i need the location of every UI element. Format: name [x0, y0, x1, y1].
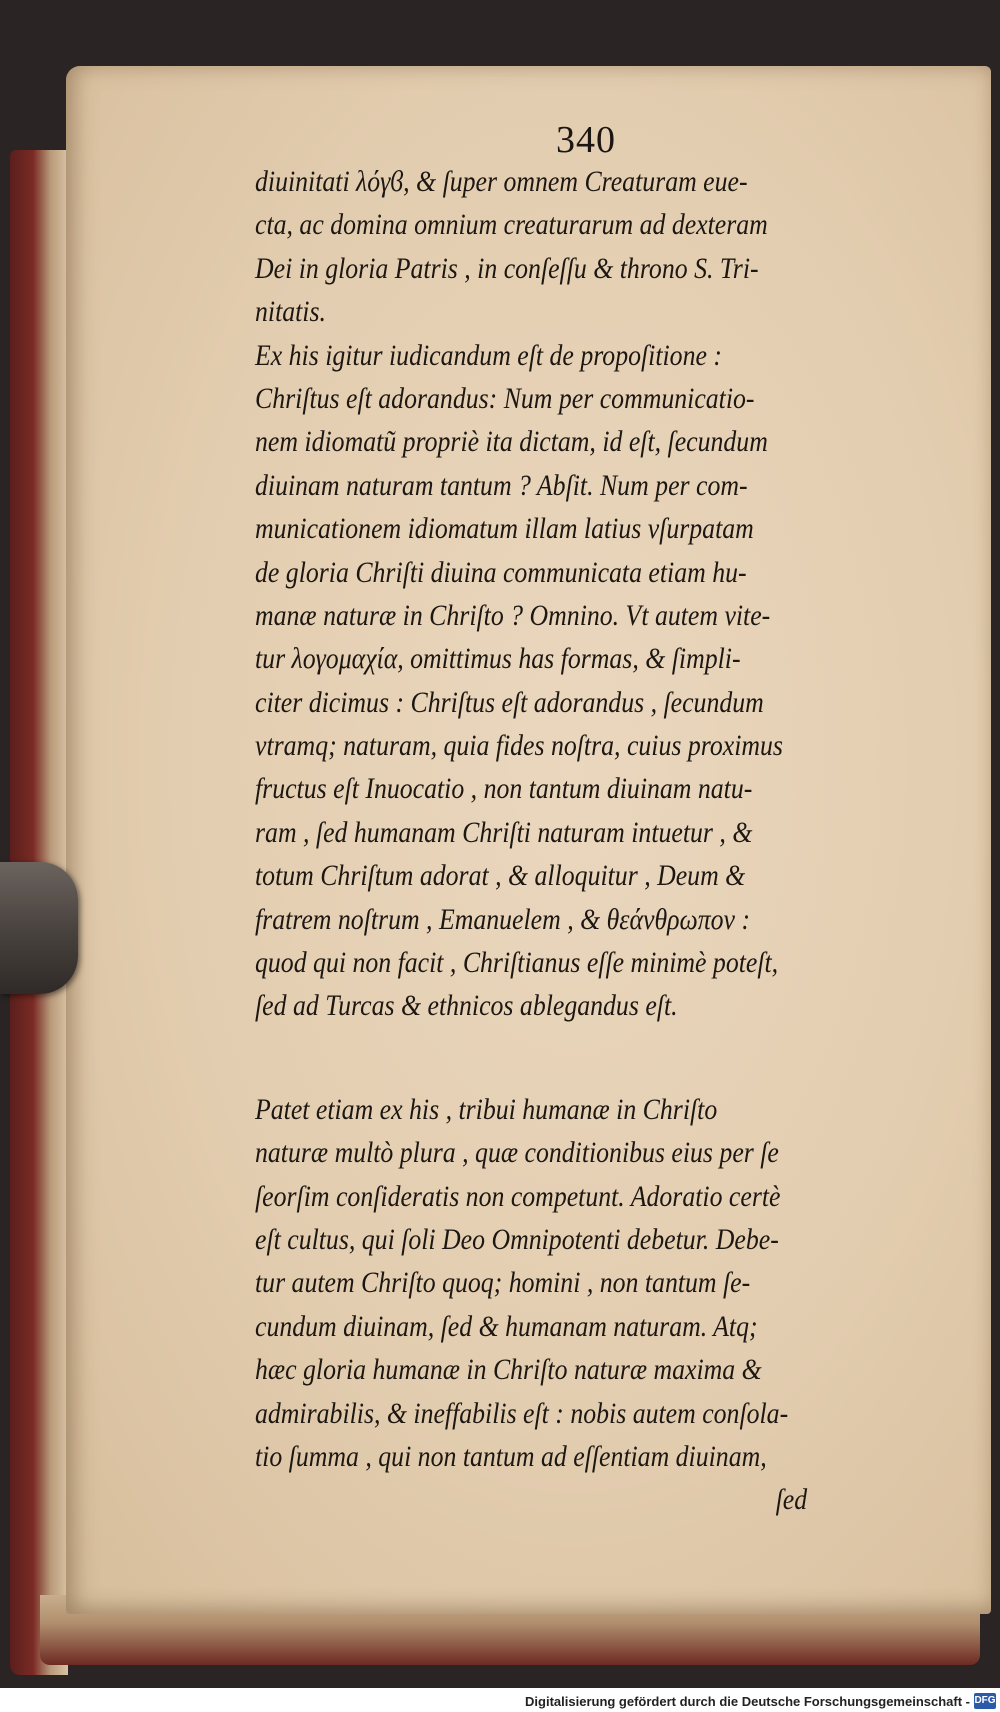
text-line: totum Chriſtum adorat , & alloquitur , Deum &: [255, 859, 746, 893]
text-line: citer dicimus : Chriſtus eſt adorandus , ſecundum: [255, 685, 764, 719]
paragraph-gap: [255, 1028, 848, 1088]
text-line: Ex his igitur iudicandum eſt de propoſitione :: [255, 338, 722, 372]
book-clasp: [0, 862, 78, 994]
text-line: cundum diuinam, ſed & humanam naturam. Atq;: [255, 1309, 758, 1343]
text-line: Chriſtus eſt adorandus: Num per communicatio-: [255, 381, 755, 415]
text-line: de gloria Chriſti diuina communicata etiam hu-: [255, 555, 747, 589]
text-line: naturæ multò plura , quæ conditionibus eius per ſe: [255, 1136, 779, 1170]
catchword: ſed: [775, 1483, 808, 1517]
text-line: fructus eſt Inuocatio , non tantum diuinam natu-: [255, 772, 753, 806]
text-line: hæc gloria humanæ in Chriſto naturæ maxima &: [255, 1353, 762, 1387]
text-line: Patet etiam ex his , tribui humanæ in Chriſto: [255, 1092, 718, 1126]
text-line: tio ſumma , qui non tantum ad eſſentiam diuinam,: [255, 1439, 767, 1473]
text-line: admirabilis, & ineffabilis eſt : nobis autem conſola-: [255, 1396, 789, 1430]
text-line: tur autem Chriſto quoq; homini , non tantum ſe-: [255, 1266, 751, 1300]
footer-bar: [0, 1688, 1000, 1712]
page-number: 340: [556, 119, 616, 161]
text-line: fratrem noſtrum , Emanuelem , & θεάνθρωπον :: [255, 902, 751, 936]
text-line: Dei in gloria Patris , in conſeſſu & throno S. Tri-: [255, 251, 759, 285]
text-line: diuinitati λόγϐ, & ſuper omnem Creaturam eue-: [255, 165, 748, 198]
paragraph-2: [255, 1088, 848, 1479]
paragraph-1: [255, 160, 848, 1028]
text-line: vtramq; naturam, quia fides noſtra, cuius proximus: [255, 729, 783, 763]
text-line: eſt cultus, qui ſoli Deo Omnipotenti debetur. Debe-: [255, 1222, 779, 1256]
text-line: manæ naturæ in Chriſto ? Omnino. Vt autem vite-: [255, 598, 771, 632]
text-line: ſeorſim conſideratis non competunt. Adoratio certè: [255, 1179, 781, 1213]
text-line: tur λογομαχία, omittimus has formas, & ſimpli-: [255, 642, 741, 676]
text-line: cta, ac domina omnium creaturarum ad dexteram: [255, 208, 768, 242]
text-line: nitatis.: [255, 295, 326, 329]
footer-credit: Digitalisierung gefördert durch die Deutsche Forschungsgemeinschaft -: [525, 1694, 970, 1709]
text-line: ſed ad Turcas & ethnicos ablegandus eſt.: [255, 989, 678, 1023]
text-line: diuinam naturam tantum ? Abſit. Num per com-: [255, 468, 748, 502]
text-line: ram , ſed humanam Chriſti naturam intuetur , &: [255, 815, 753, 849]
page-text: [255, 160, 848, 1522]
text-line: quod qui non facit , Chriſtianus eſſe minimè poteſt,: [255, 946, 779, 980]
text-line: municationem idiomatum illam latius vſurpatam: [255, 512, 754, 546]
text-line: nem idiomatũ propriè ita dictam, id eſt, ſecundum: [255, 425, 768, 459]
dfg-logo: DFG: [974, 1693, 996, 1709]
